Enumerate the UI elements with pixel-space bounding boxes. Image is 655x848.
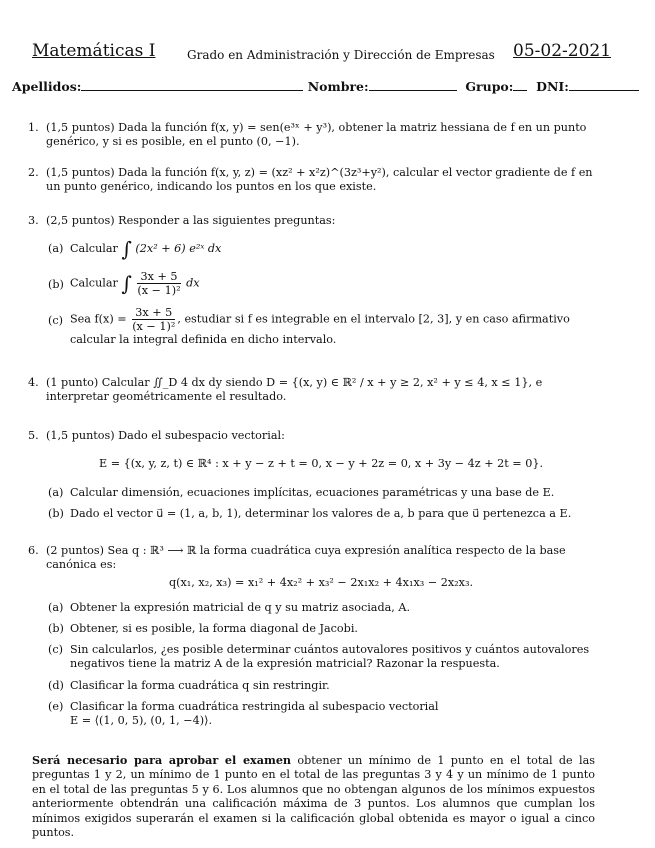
subitem-label: (a)	[48, 601, 64, 614]
question-6a: (a) Obtener la expresión matricial de q y su matriz asociada, A.	[48, 601, 411, 614]
question-5b: (b) Dado el vector u⃗ = (1, a, b, 1), determinar los valores de a, b para que u⃗ pertenezca a E.	[48, 507, 572, 520]
subitem-label: (b)	[48, 278, 64, 291]
surname-field[interactable]	[81, 80, 303, 91]
restricted-subspace: E = ⟨(1, 0, 5), (0, 1, −4)⟩.	[70, 714, 213, 728]
question-6	[28, 544, 596, 573]
question-3	[28, 214, 596, 228]
question-4	[28, 376, 596, 405]
exam-date: 05-02-2021	[513, 41, 612, 61]
footer-text: obtener un mínimo de 1 punto en el total de las preguntas 1 y 2, un mínimo de 1 punto en el total de las preguntas 3 y 4 y un mínimo de 1 punto en el total de las preguntas 5 y 6. Los alumnos que no obtengan algunos de los mínimos expuestos anteriormente obtendrán una calificación máxima de 3 puntos. Los alumnos que cumplan los mínimos exigidos superarán el examen si la calificación global obtenida es mayor o igual a cinco puntos.	[32, 754, 595, 840]
question-5	[28, 429, 596, 443]
dni-field[interactable]	[569, 80, 639, 91]
student-fields	[12, 80, 644, 94]
subitem-label: (b)	[48, 622, 64, 635]
question-number: 6.	[28, 544, 39, 557]
question-text: (2 puntos) Sea q : ℝ³ ⟶ ℝ la forma cuadrática cuya expresión analítica respecto de la base canónica es:	[46, 544, 566, 572]
question-6d: (d) Clasificar la forma cuadrática q sin restringir.	[48, 679, 330, 692]
question-3c: (c) Sea f(x) = $\frac{3x + 5}{\text{(x − 1)²}}$ , estudiar si f es integrable en el intervalo [2, 3], y en caso afirmativo calcular la integral definida en dicho intervalo.	[48, 306, 570, 346]
fraction: $\frac{3x + 5}{\text{(x − 1)²}}$	[137, 270, 181, 297]
subitem-label: (c)	[48, 643, 63, 656]
fraction: $\frac{3x + 5}{\text{(x − 1)²}}$	[132, 306, 176, 333]
question-text: (1,5 puntos) Dado el subespacio vectorial:	[46, 429, 285, 442]
question-6b: (b) Obtener, si es posible, la forma diagonal de Jacobi.	[48, 622, 358, 635]
question-text: (1 punto) Calcular ∬_D 4 dx dy siendo D = {(x, y) ∈ ℝ² / x + y ≥ 2, x² + y ≤ 4, x ≤ 1}, e interpretar geométricamente el resultado.	[46, 376, 543, 404]
question-number: 2.	[28, 166, 39, 179]
subitem-label: (b)	[48, 507, 64, 520]
name-label: Nombre:	[307, 79, 369, 94]
integral-sign: ∫	[121, 237, 132, 261]
name-field[interactable]	[369, 80, 457, 91]
question-3b: (b) Calcular ∫ $\frac{3x + 5}{\text{(x − 1)²}}$ dx	[48, 270, 200, 297]
footer-bold: Será necesario para aprobar el examen	[32, 753, 292, 767]
question-number: 1.	[28, 121, 39, 134]
question-6c: (c) Sin calcularlos, ¿es posible determinar cuántos autovalores positivos y cuántos autovalores negativos tiene la matriz A de la expresión matricial? Razonar la respuesta.	[48, 643, 590, 671]
question-text: (1,5 puntos) Dada la función f(x, y) = sen(e³ˣ + y³), obtener la matriz hessiana de f en un punto genérico, y si es posible, en el punto (0, −1).	[46, 121, 587, 149]
subitem-label: (a)	[48, 242, 64, 255]
subitem-label: (a)	[48, 486, 64, 499]
quadratic-formula: q(x₁, x₂, x₃) = x₁² + 4x₂² + x₃² − 2x₁x₂ + 4x₁x₃ − 2x₂x₃.	[168, 576, 474, 589]
question-2	[28, 166, 596, 195]
group-label: Grupo:	[465, 79, 514, 94]
integrand: (2x² + 6) e²ˣ dx	[135, 242, 222, 256]
subitem-label: (d)	[48, 679, 64, 692]
course-title: Matemáticas I	[32, 41, 156, 61]
question-3a: (a) Calcular ∫ (2x² + 6) e²ˣ dx	[48, 237, 222, 261]
question-number: 4.	[28, 376, 39, 389]
surname-label: Apellidos:	[12, 79, 82, 94]
question-6e: (e) Clasificar la forma cuadrática restringida al subespacio vectorial E = ⟨(1, 0, 5), (0, 1, −4)⟩.	[48, 700, 439, 728]
degree-name: Grado en Administración y Dirección de Empresas	[187, 48, 495, 62]
question-number: 5.	[28, 429, 39, 442]
integral-sign: ∫	[121, 271, 132, 296]
dni-label: DNI:	[536, 79, 569, 94]
subitem-label: (c)	[48, 314, 63, 327]
group-field[interactable]	[513, 80, 527, 91]
subitem-label: (e)	[48, 700, 64, 713]
subspace-formula: E = {(x, y, z, t) ∈ ℝ⁴ : x + y − z + t = 0, x − y + 2z = 0, x + 3y − 4z + 2t = 0}.	[98, 457, 544, 470]
passing-requirements	[32, 753, 595, 840]
question-number: 3.	[28, 214, 39, 227]
question-text: (1,5 puntos) Dada la función f(x, y, z) = (xz² + x²z)^(3z³+y²), calcular el vector gradiente de f en un punto genérico, indicando los puntos en los que existe.	[46, 166, 593, 194]
question-5a: (a) Calcular dimensión, ecuaciones implícitas, ecuaciones paramétricas y una base de E.	[48, 486, 555, 499]
question-1	[28, 121, 596, 150]
question-text: (2,5 puntos) Responder a las siguientes preguntas:	[46, 214, 336, 227]
